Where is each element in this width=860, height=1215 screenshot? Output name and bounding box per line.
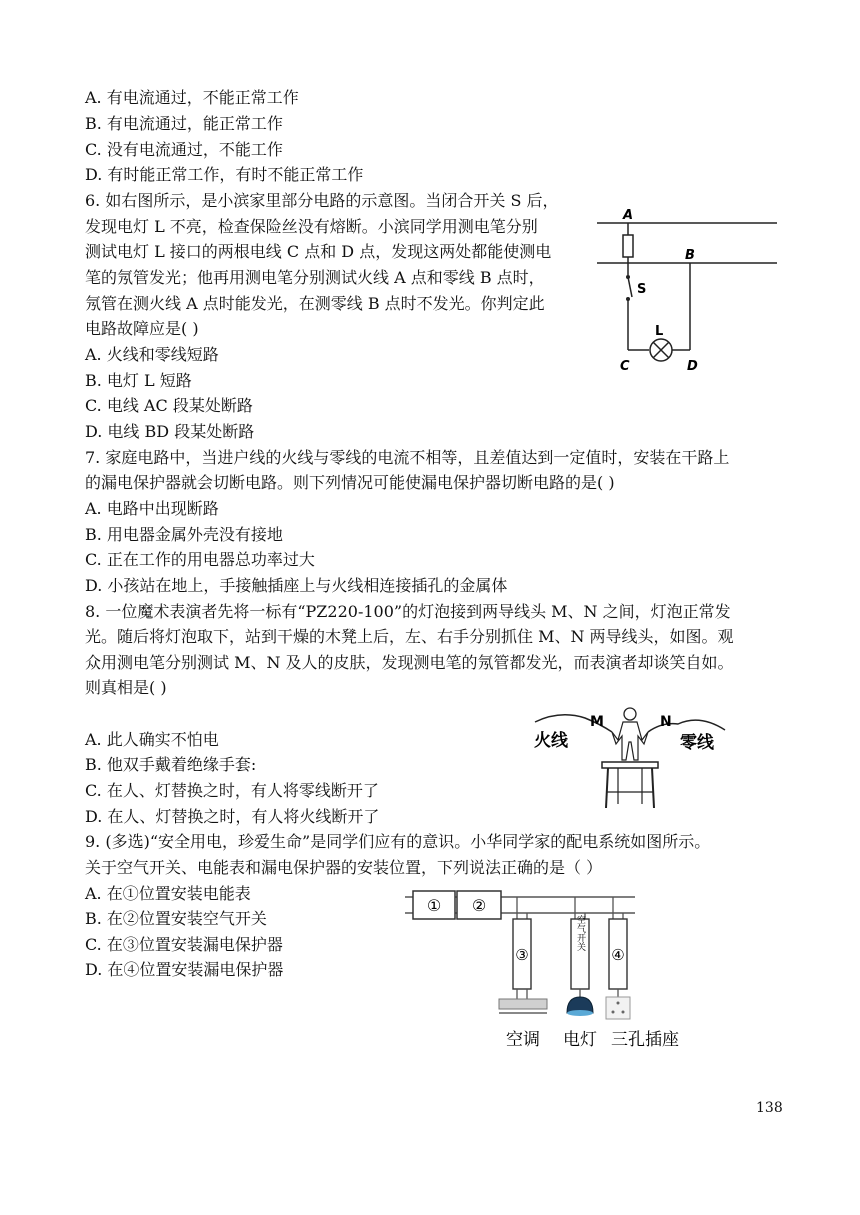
lamp-label: 电灯 (563, 1030, 597, 1050)
air-conditioner (499, 999, 547, 1009)
q6-stem-line: 测试电灯 L 接口的两根电线 C 点和 D 点，发现这两处都能使测电 (85, 242, 552, 261)
q8-stem-line: 众用测电笔分别测试 M、N 及人的皮肤，发现测电笔的氖管都发光，而表演者却谈笑自如。 (85, 653, 734, 672)
q9-option-d: D. 在④位置安装漏电保护器 (85, 960, 284, 979)
box-4-label: ④ (611, 946, 625, 964)
q7-option-b: B. 用电器金属外壳没有接地 (85, 525, 283, 544)
q8-label-m: M (590, 714, 604, 730)
q5-option-c: C. 没有电流通过，不能工作 (85, 140, 283, 159)
page-number: 138 (756, 1100, 783, 1116)
q6-label-a: A (623, 208, 634, 223)
q8-stem-line: 光。随后将灯泡取下，站到干燥的木凳上后，左、右手分别抓住 M、N 两导线头，如图。观 (85, 627, 734, 646)
q8-label-live: 火线 (534, 731, 568, 751)
q6-label-l: L (655, 324, 664, 339)
box-1-label: ① (426, 896, 442, 915)
stool-top (602, 762, 658, 768)
q9-stem-line: 9. (多选)“安全用电，珍爱生命”是同学们应有的意识。小华同学家的配电系统如图所示。 (85, 832, 711, 851)
q6-option-c: C. 电线 AC 段某处断路 (85, 396, 253, 415)
q6-label-d: D (687, 359, 698, 374)
q9-option-b: B. 在②位置安装空气开关 (85, 909, 267, 928)
q7-stem-line: 的漏电保护器就会切断电路。则下列情况可能使漏电保护器切断电路的是( ) (85, 473, 615, 492)
socket-icon (606, 997, 630, 1019)
q8-label-neutral: 零线 (680, 733, 714, 753)
q8-option-c: C. 在人、灯替换之时，有人将零线断开了 (85, 781, 379, 800)
q6-stem-line: 笔的氖管发光；他再用测电笔分别测试火线 A 点和零线 B 点时， (85, 268, 545, 287)
q7-option-d: D. 小孩站在地上，手接触插座上与火线相连接插孔的金属体 (85, 576, 508, 595)
socket-label: 三孔插座 (611, 1030, 679, 1050)
q6-stem-line: 电路故障应是( ) (85, 319, 199, 338)
ac-label: 空调 (506, 1030, 540, 1050)
q9-option-a: A. 在①位置安装电能表 (85, 884, 251, 903)
q5-option-b: B. 有电流通过，能正常工作 (85, 114, 283, 133)
q8-label-n: N (660, 714, 672, 730)
q8-option-b: B. 他双手戴着绝缘手套: (85, 755, 257, 774)
q6-label-b: B (685, 248, 695, 263)
q7-option-a: A. 电路中出现断路 (85, 499, 219, 518)
person-body (612, 722, 648, 760)
box-3-label: ③ (515, 946, 529, 964)
q6-circuit-diagram (592, 205, 782, 380)
q6-stem-line: 发现电灯 L 不亮，检查保险丝没有熔断。小滨同学用测电笔分别 (85, 217, 538, 236)
q9-distribution-diagram (395, 883, 695, 1053)
q5-option-d: D. 有时能正常工作，有时不能正常工作 (85, 165, 364, 184)
q7-option-c: C. 正在工作的用电器总功率过大 (85, 550, 315, 569)
q8-stem-line: 8. 一位魔术表演者先将一标有“PZ220-100”的灯泡接到两导线头 M、N 之间，灯泡正常发 (85, 602, 731, 621)
switch-s (628, 277, 632, 297)
box-2-label: ② (471, 896, 487, 915)
q8-option-a: A. 此人确实不怕电 (85, 730, 219, 749)
air-switch-label: 空气开关 (575, 915, 585, 951)
q6-option-d: D. 电线 BD 段某处断路 (85, 422, 255, 441)
q6-label-c: C (620, 359, 630, 374)
q8-stem-line: 则真相是( ) (85, 678, 167, 697)
q6-stem-line: 6. 如右图所示，是小滨家里部分电路的示意图。当闭合开关 S 后， (85, 191, 559, 210)
q6-stem-line: 氖管在测火线 A 点时能发光，在测零线 B 点时不发光。你判定此 (85, 294, 545, 313)
person-head (624, 708, 636, 720)
q5-option-a: A. 有电流通过，不能正常工作 (85, 88, 299, 107)
q9-option-c: C. 在③位置安装漏电保护器 (85, 935, 283, 954)
fuse (623, 235, 633, 257)
q8-performer-figure (530, 700, 730, 815)
q6-option-a: A. 火线和零线短路 (85, 345, 219, 364)
q7-stem-line: 7. 家庭电路中，当进户线的火线与零线的电流不相等，且差值达到一定值时，安装在干路上 (85, 448, 730, 467)
q8-option-d: D. 在人、灯替换之时，有人将火线断开了 (85, 807, 380, 826)
q9-stem-line: 关于空气开关、电能表和漏电保护器的安装位置，下列说法正确的是（ ） (85, 858, 603, 877)
q6-label-s: S (637, 282, 647, 297)
q6-option-b: B. 电灯 L 短路 (85, 371, 192, 390)
